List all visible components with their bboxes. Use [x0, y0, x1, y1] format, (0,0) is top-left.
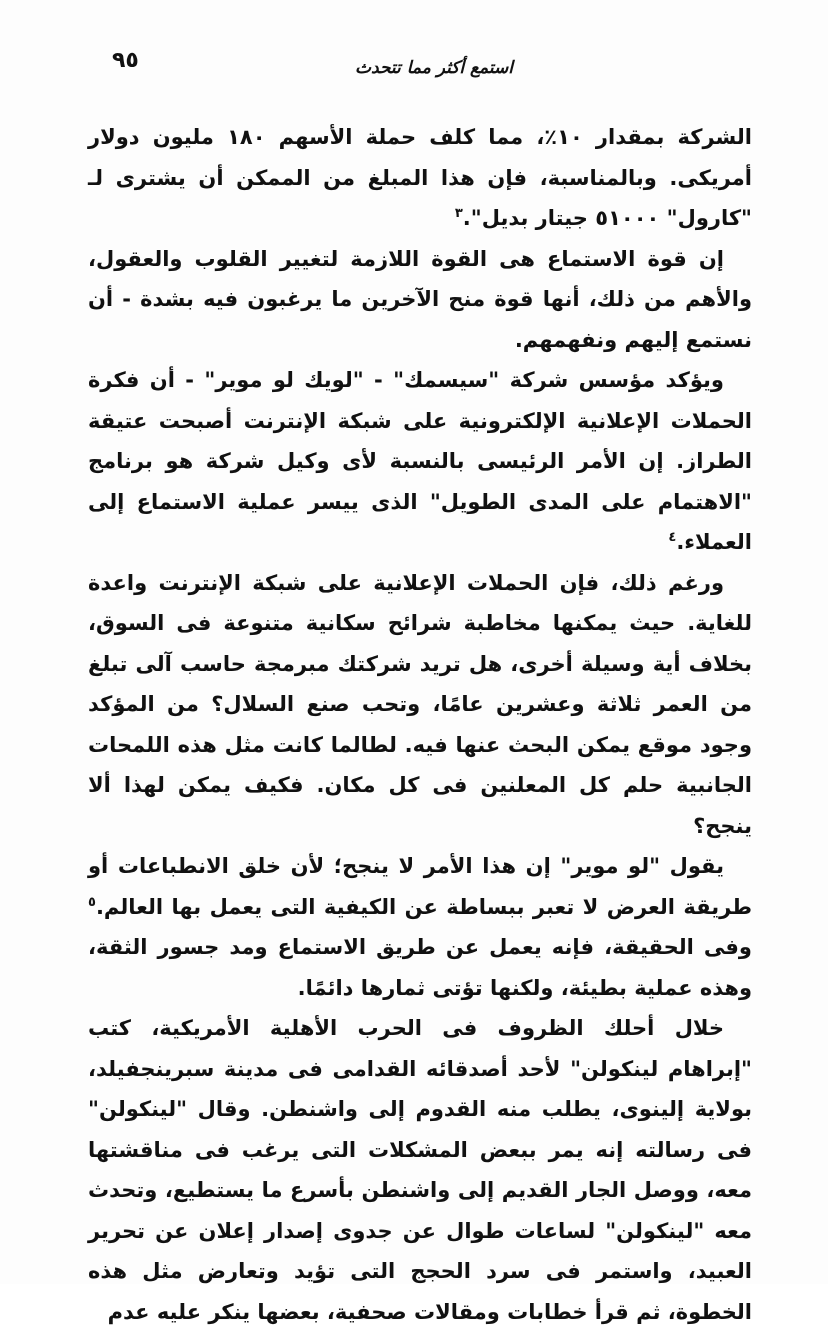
running-title: استمع أكثر مما تتحدث [355, 58, 513, 78]
running-head [0, 58, 828, 78]
paragraph-text: يقول "لو موير" إن هذا الأمر لا ينجح؛ لأن خلق الانطباعات أو طريقة العرض لا تعبر ببساطة عن الكيفية التى يعمل بها العالم. [88, 854, 752, 919]
paragraph-text: إن قوة الاستماع هى القوة اللازمة لتغيير القلوب والعقول، والأهم من ذلك، أنها قوة منح الآخرين ما يرغبون فيه بشدة - أن نستمع إليهم ونفهمهم. [88, 246, 752, 352]
paragraph [88, 360, 752, 563]
paragraph-text: ورغم ذلك، فإن الحملات الإعلانية على شبكة الإنترنت واعدة للغاية. حيث يمكنها مخاطبة شرائح سكانية متنوعة فى السوق، بخلاف أية وسيلة أخرى، هل تريد شركتك مبرمجة حاسب آلى تبلغ من العمر ثلاثة وعشرين عامًا، وتحب صنع السلال؟ من المؤكد وجود موقع يمكن البحث عنها فيه. لطالما كانت مثل هذه اللمحات الجانبية حلم كل المعلنين فى كل مكان. فكيف يمكن لهذا ألا ينجح؟ [88, 570, 752, 838]
footnote-marker: ٤ [668, 530, 677, 545]
paragraph [88, 846, 752, 1008]
paragraph-text: الشركة بمقدار ١٠٪، مما كلف حملة الأسهم ١٨٠ مليون دولار أمريكى. وبالمناسبة، فإن هذا المبلغ من الممكن أن يشترى لـ "كارول" ٥١٠٠٠ جيتار بديل". [88, 125, 753, 230]
footnote-marker: ٣ [454, 206, 463, 221]
paragraph-text: خلال أحلك الظروف فى الحرب الأهلية الأمريكية، كتب "إبراهام لينكولن" لأحد أصدقائه القدامى فى مدينة سبرينجفيلد، بولاية إلينوى، يطلب منه القدوم إلى واشنطن. وقال "لينكولن" فى رسالته إنه يمر ببعض المشكلات التى يرغب فى مناقشتها معه، ووصل الجار القديم إلى واشنطن بأسرع ما يستطيع، وتحدث معه "لينكولن" لساعات طوال عن جدوى إصدار إعلان عن تحرير العبيد، واستمر فى سرد الحجج التى تؤيد وتعارض مثل هذه الخطوة، ثم قرأ خطابات ومقالات صحفية، بعضها ينكر عليه عدم [88, 1016, 752, 1324]
paragraph [88, 563, 752, 847]
paragraph-text-continued: وفى الحقيقة، فإنه يعمل عن طريق الاستماع ومد جسور الثقة، وهذه عملية بطيئة، ولكنها تؤتى ثمارها دائمًا. [88, 935, 752, 1000]
paragraph [88, 117, 752, 239]
paragraph [88, 1008, 752, 1332]
footnote-marker: ٥ [88, 894, 96, 910]
paragraph-text: ويؤكد مؤسس شركة "سيسمك" - "لويك لو موير" - أن فكرة الحملات الإعلانية الإلكترونية على شبكة الإنترنت أصبحت عتيقة الطراز. إن الأمر الرئيسى بالنسبة لأى وكيل شركة هو برنامج "الاهتمام على المدى الطويل" الذى ييسر عملية الاستماع إلى العملاء. [88, 368, 752, 554]
paragraph [88, 239, 752, 361]
body-text [88, 117, 752, 1332]
page-number: ٩٥ [112, 48, 139, 73]
